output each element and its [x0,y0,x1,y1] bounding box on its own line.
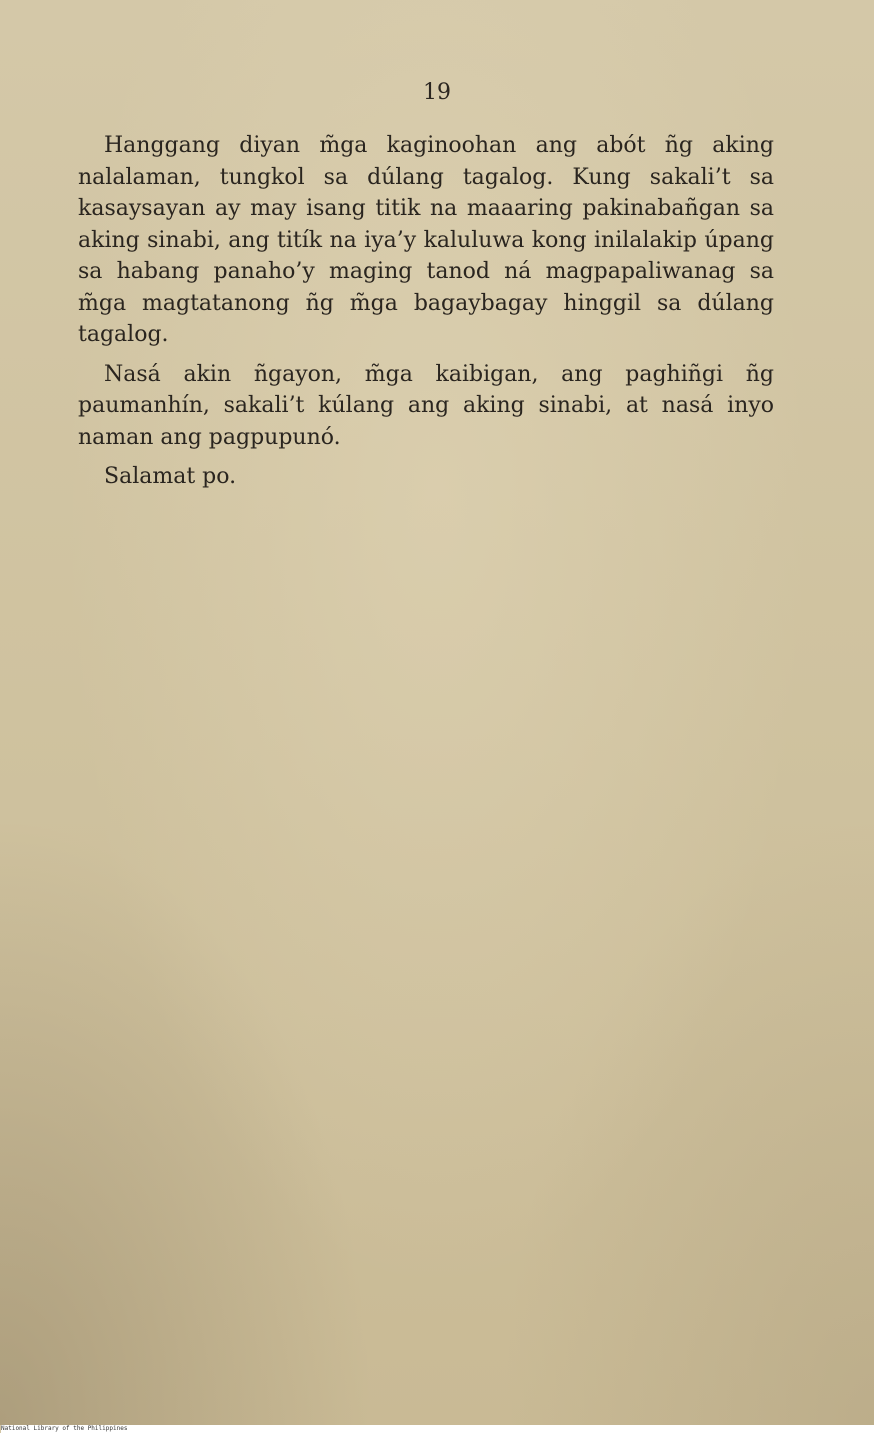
closing-line: Salamat po. [104,464,237,489]
paragraph: Hanggang diyan m̃ga kaginoohan ang abót ñg aking nalalaman, tungkol sa dúlang tagalog. Kung sakali’t sa kasaysayan ay may isang titik na maaaring pakinabañgan sa aking sinabi, ang titík na iya’y kaluluwa kong inilalakip úpang sa habang panaho’y maging tanod ná magpapaliwanag sa m̃ga magtatanong ñg m̃ga bagaybagay hinggil sa dúlang tagalog. [78,133,774,347]
body-text [78,130,774,493]
library-credit: National Library of the Philippines [1,1425,874,1433]
page-number: 19 [423,80,451,105]
paragraph: Nasá akin ñgayon, m̃ga kaibigan, ang paghiñgi ñg paumanhín, sakali’t kúlang ang aking sinabi, at nasá inyo naman ang pagpupunó. [78,361,774,450]
